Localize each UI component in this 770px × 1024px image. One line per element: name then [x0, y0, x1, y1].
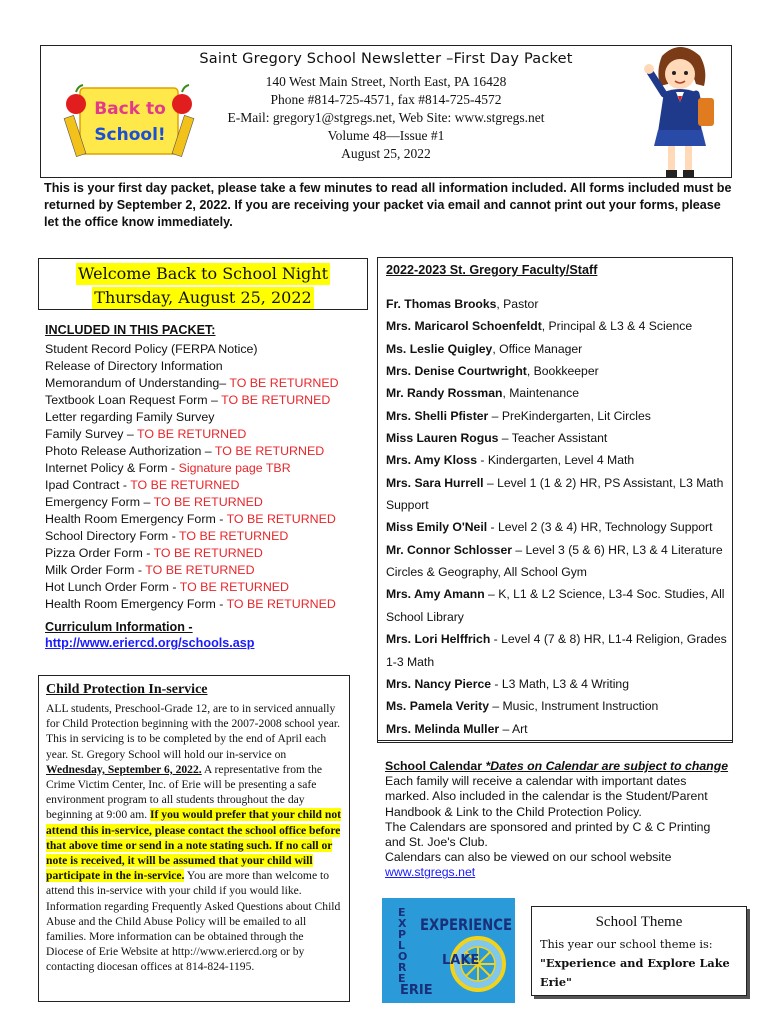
- child-protection-title: Child Protection In-service: [46, 682, 208, 697]
- list-item: Photo Release Authorization – TO BE RETURNED: [45, 444, 325, 458]
- calendar-title: School Calendar *Dates on Calendar are subject to change: [385, 759, 729, 773]
- back-to-school-clipart: [66, 82, 194, 162]
- faculty-member: Mrs. Amy Kloss - Kindergarten, Level 4 Math: [386, 453, 635, 468]
- school-theme-box: [531, 906, 747, 996]
- list-item: Health Room Emergency Form - TO BE RETURNED: [45, 597, 336, 611]
- curriculum-label: Curriculum Information -: [45, 620, 193, 634]
- welcome-heading: Welcome Back to School Night: [77, 264, 329, 283]
- faculty-member: Mrs. Nancy Pierce - L3 Math, L3 & 4 Writing: [386, 676, 629, 691]
- school-calendar-section: [385, 759, 730, 881]
- schoolgirl-clipart: [640, 42, 720, 184]
- list-item: Memorandum of Understanding– TO BE RETURNED: [45, 376, 339, 390]
- inservice-date: Wednesday, September 6, 2022.: [46, 762, 202, 776]
- child-protection-box: [38, 675, 350, 1002]
- welcome-back-box: [38, 258, 368, 310]
- theme-title: School Theme: [595, 914, 683, 930]
- faculty-staff-box: [377, 257, 733, 743]
- faculty-member: Ms. Leslie Quigley, Office Manager: [386, 341, 583, 356]
- clipart-text-school: School!: [94, 125, 166, 145]
- faculty-member: Fr. Thomas Brooks, Pastor: [386, 297, 539, 311]
- curriculum-link[interactable]: http://www.eriercd.org/schools.asp: [45, 636, 255, 650]
- faculty-member: Miss Lauren Rogus – Teacher Assistant: [386, 431, 608, 446]
- logo-word-experience: EXPERIENCE: [420, 915, 512, 934]
- list-item: Letter regarding Family Survey: [45, 410, 215, 424]
- opt-out-notice: If you would prefer that your child not attend this in-service, please contact the school office before that above time or send in a note stating such. If no call or note is received, it will be assumed that your child will participate in the in-service.: [46, 808, 342, 883]
- newsletter-date: August 25, 2022: [341, 146, 431, 161]
- school-address: 140 West Main Street, North East, PA 16428: [265, 74, 507, 89]
- included-title: INCLUDED IN THIS PACKET:: [45, 323, 216, 337]
- divider: [378, 740, 732, 743]
- faculty-member: Mr. Connor Schlosser – Level 3 (5 & 6) HR, L3 & 4 Literature Circles & Geography, All School Gym: [386, 542, 723, 580]
- included-in-packet: [45, 322, 365, 613]
- child-protection-body: ALL students, Preschool-Grade 12, are to in serviced annually for Child Protection beginning with the 2007-2008 school year. This in servicing is to be completed by the end of April each year. St. Gregory School will hold our in-service on Wednesday, September 6, 2022. A representative from the Crime Victim Center, Inc. of Erie will be presenting a safe environment program to all students throughout the day beginning at 9:00 am. If you would prefer that your child not attend this in-service, please contact the school office before that above time or send in a note stating such. If no call or note is received, it will be assumed that your child will participate in the in-service. You are more than welcome to attend this in-service with your child if you would like.: [46, 702, 342, 898]
- faculty-title: 2022-2023 St. Gregory Faculty/Staff: [386, 263, 598, 277]
- faculty-member: Mrs. Denise Courtwright, Bookkeeper: [386, 364, 599, 379]
- list-item: Student Record Policy (FERPA Notice): [45, 342, 258, 356]
- intro-paragraph: This is your first day packet, please take a few minutes to read all information included. All forms included must be returned by September 2, 2022. If you are receiving your packet via email and cannot print out your forms, please let the office know immediately.: [44, 181, 732, 229]
- logo-word-lake: LAKE: [442, 953, 480, 968]
- school-email: E-Mail: gregory1@stgregs.net, Web Site: www.stgregs.net: [227, 110, 545, 125]
- faculty-member: Mrs. Lori Helffrich - Level 4 (7 & 8) HR, L1-4 Religion, Grades 1-3 Math: [386, 632, 727, 669]
- list-item: Health Room Emergency Form - TO BE RETURNED: [45, 512, 336, 526]
- curriculum-info: [45, 619, 365, 651]
- logo-word-erie: ERIE: [400, 983, 433, 998]
- list-item: Release of Directory Information: [45, 359, 223, 373]
- list-item: Emergency Form – TO BE RETURNED: [45, 495, 263, 509]
- theme-text: This year our school theme is: "Experience and Explore Lake Erie": [540, 935, 740, 992]
- faculty-member: Miss Emily O'Neil - Level 2 (3 & 4) HR, Technology Support: [386, 520, 713, 535]
- list-item: Family Survey – TO BE RETURNED: [45, 427, 247, 441]
- welcome-date: Thursday, August 25, 2022: [94, 288, 312, 307]
- school-phone: Phone #814-725-4571, fax #814-725-4572: [270, 92, 502, 107]
- volume-issue: Volume 48—Issue #1: [327, 128, 445, 143]
- faculty-member: Mrs. Amy Amann – K, L1 & L2 Science, L3-4 Soc. Studies, All School Library: [386, 587, 725, 624]
- clipart-text-back-to: Back to: [94, 99, 166, 119]
- child-protection-info: Information regarding Frequently Asked Questions about Child Abuse and the Child Abuse Policy will be emailed to all families. More information can be obtained through the Diocese of Erie Website at http://www.eriercd.org or by contacting diocesan offices at 814-824-1195.: [46, 899, 341, 974]
- faculty-member: Ms. Pamela Verity – Music, Instrument Instruction: [386, 699, 659, 714]
- faculty-list: [386, 293, 731, 740]
- list-item: School Directory Form - TO BE RETURNED: [45, 529, 289, 543]
- newsletter-title: Saint Gregory School Newsletter –First Day Packet: [199, 51, 573, 67]
- faculty-member: Mr. Randy Rossman, Maintenance: [386, 386, 580, 401]
- calendar-sponsor: The Calendars are sponsored and printed by C & C Printing and St. Joe's Club.: [385, 819, 711, 850]
- calendar-website-text: Calendars can also be viewed on our school website: [385, 850, 672, 865]
- list-item: Textbook Loan Request Form – TO BE RETURNED: [45, 393, 331, 407]
- explore-lake-erie-logo: [382, 898, 515, 1003]
- list-item: Milk Order Form - TO BE RETURNED: [45, 563, 255, 577]
- faculty-member: Mrs. Shelli Pfister – PreKindergarten, Lit Circles: [386, 408, 651, 423]
- school-website-link[interactable]: www.stgregs.net: [385, 865, 476, 880]
- theme-value: "Experience and Explore Lake Erie": [540, 956, 730, 989]
- list-item: Hot Lunch Order Form - TO BE RETURNED: [45, 580, 289, 594]
- list-item: Pizza Order Form - TO BE RETURNED: [45, 546, 263, 560]
- list-item: Ipad Contract - TO BE RETURNED: [45, 478, 240, 492]
- calendar-text: Each family will receive a calendar with important dates marked. Also included in the calendar is the Student/Parent Handbook & Link to the Child Protection Policy.: [385, 774, 708, 819]
- faculty-member: Mrs. Melinda Muller – Art: [386, 721, 528, 736]
- svg-text:EXPLORE: E X P L O R E: [398, 906, 408, 985]
- faculty-member: Mrs. Sara Hurrell – Level 1 (1 & 2) HR, PS Assistant, L3 Math Support: [386, 475, 724, 513]
- faculty-member: Mrs. Maricarol Schoenfeldt, Principal & L3 & 4 Science: [386, 319, 693, 334]
- list-item: Internet Policy & Form - Signature page TBR: [45, 461, 291, 475]
